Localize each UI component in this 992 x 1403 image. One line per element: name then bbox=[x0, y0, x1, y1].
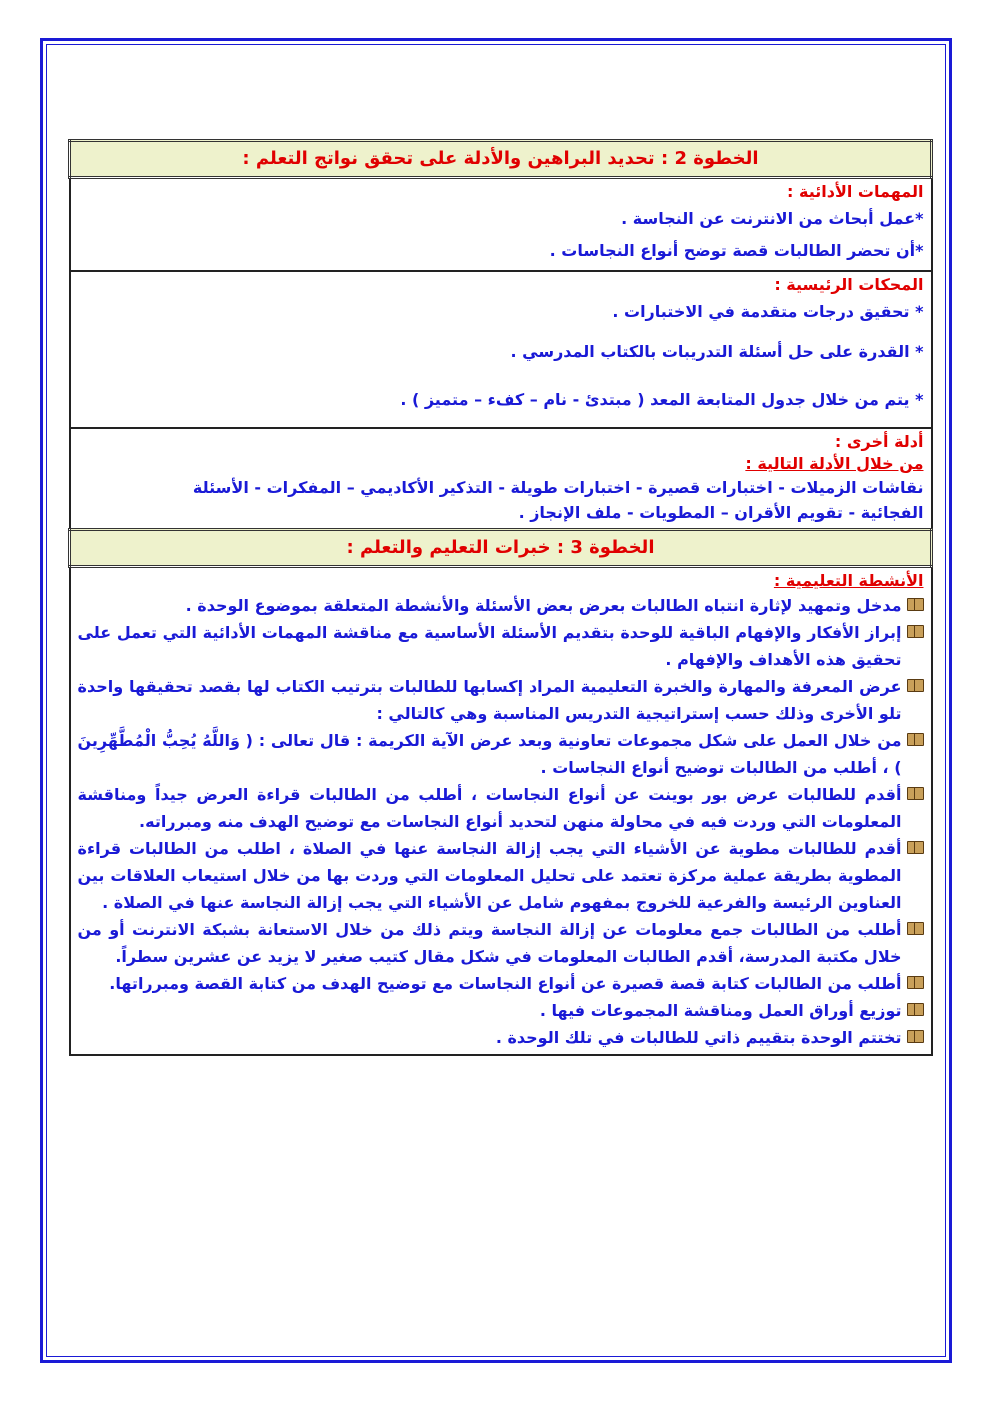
activity-item: عرض المعرفة والمهارة والخبرة التعليمية المراد إكسابها للطالبات بترتيب الكتاب لها بقصد تحقيقها واحدة تلو الأخرى وذلك حسب إستراتيجية التدريس المناسبة وهي كالتالي : bbox=[78, 673, 924, 727]
book-icon bbox=[907, 1030, 924, 1043]
criteria-item: * القدرة على حل أسئلة التدريبات بالكتاب المدرسي . bbox=[510, 341, 924, 361]
activities-label: الأنشطة التعليمية : bbox=[773, 570, 924, 590]
book-icon bbox=[907, 733, 924, 746]
book-icon bbox=[907, 787, 924, 800]
lesson-plan-table bbox=[68, 98, 933, 1056]
main-criteria-row bbox=[70, 271, 932, 428]
activity-item: أقدم للطالبات مطوية عن الأشياء التي يجب إزالة النجاسة عنها في الصلاة ، اطلب من الطالبات قراءة المطوية بطريقة عملية مركزة تعتمد على تحليل المعلومات التي وردت بها من خلال استيعاب العلاقات بين العناوين الرئيسة والفرعية للخروج بمفهوم شامل عن الأشياء التي يجب إزالة النجاسة عنها في الصلاة . bbox=[78, 835, 924, 916]
activity-item: توزيع أوراق العمل ومناقشة المجموعات فيها . bbox=[78, 997, 924, 1024]
book-icon bbox=[907, 841, 924, 854]
other-evidence-row bbox=[70, 428, 932, 530]
activity-item: أقدم للطالبات عرض بور بوينت عن أنواع النجاسات ، أطلب من الطالبات قراءة العرض جيداً ومناقشة المعلومات التي وردت فيه في محاولة منهن لتحديد أنواع النجاسات مع توضيح الهدف منه ومبرراته. bbox=[78, 781, 924, 835]
main-criteria-label: المحكات الرئيسية : bbox=[774, 274, 924, 294]
other-evidence-label: أدلة أخرى : bbox=[834, 431, 924, 451]
activity-item: تختتم الوحدة بتقييم ذاتي للطالبات في تلك الوحدة . bbox=[78, 1024, 924, 1051]
book-icon bbox=[907, 922, 924, 935]
blank-top-row bbox=[70, 98, 932, 140]
activity-item: إبراز الأفكار والإفهام الباقية للوحدة بتقديم الأسئلة الأساسية مع مناقشة المهمات الأدائية التي تعمل على تحقيق هذه الأهداف والإفهام . bbox=[78, 619, 924, 673]
activity-item: أطلب من الطالبات كتابة قصة قصيرة عن أنواع النجاسات مع توضيح الهدف من كتابة القصة ومبرراتها. bbox=[78, 970, 924, 997]
performance-task-item: *عمل أبحاث من الانترنت عن النجاسة . bbox=[621, 208, 924, 228]
step2-header-row bbox=[70, 140, 932, 177]
performance-task-item: *أن تحضر الطالبات قصة توضح أنواع النجاسات . bbox=[549, 240, 924, 260]
criteria-item: * تحقيق درجات متقدمة في الاختبارات . bbox=[612, 301, 924, 321]
book-icon bbox=[907, 598, 924, 611]
activity-item: أطلب من الطالبات جمع معلومات عن إزالة النجاسة ويتم ذلك من خلال الاستعانة بشبكة الانترنت أو من خلال مكتبة المدرسة، أقدم الطالبات المعلومات في شكل مقال كتيب صغير لا يزيد عن عشرين سطراً. bbox=[78, 916, 924, 970]
other-evidence-line: الفجائية - تقويم الأقران – المطويات - ملف الإنجاز . bbox=[518, 502, 924, 522]
step3-title: الخطوة 3 : خبرات التعليم والتعلم : bbox=[70, 529, 932, 566]
step3-header-row bbox=[70, 529, 932, 566]
activities-row bbox=[70, 566, 932, 1055]
activity-item: من خلال العمل على شكل مجموعات تعاونية وبعد عرض الآية الكريمة : قال تعالى : ( وَاللَّهُ يُحِبُّ الْمُطَّهِّرِينَ ) ، أطلب من الطالبات توضيح أنواع النجاسات . bbox=[78, 727, 924, 781]
book-icon bbox=[907, 1003, 924, 1016]
performance-tasks-row bbox=[70, 177, 932, 271]
step2-title: الخطوة 2 : تحديد البراهين والأدلة على تحقق نواتج التعلم : bbox=[70, 140, 932, 177]
book-icon bbox=[907, 679, 924, 692]
book-icon bbox=[907, 625, 924, 638]
other-evidence-sublabel: من خلال الأدلة التالية : bbox=[745, 453, 924, 473]
book-icon bbox=[907, 976, 924, 989]
performance-tasks-label: المهمات الأدائية : bbox=[787, 181, 924, 201]
activity-item: مدخل وتمهيد لإثارة انتباه الطالبات بعرض بعض الأسئلة والأنشطة المتعلقة بموضوع الوحدة . bbox=[78, 592, 924, 619]
criteria-item: * يتم من خلال جدول المتابعة المعد ( مبتدئ - نام – كفء – متميز ) . bbox=[400, 389, 924, 409]
activities-list bbox=[78, 592, 924, 1051]
other-evidence-line: نقاشات الزميلات - اختبارات قصيرة - اختبارات طويلة - التذكير الأكاديمي – المفكرات - الأسئلة bbox=[192, 477, 924, 497]
